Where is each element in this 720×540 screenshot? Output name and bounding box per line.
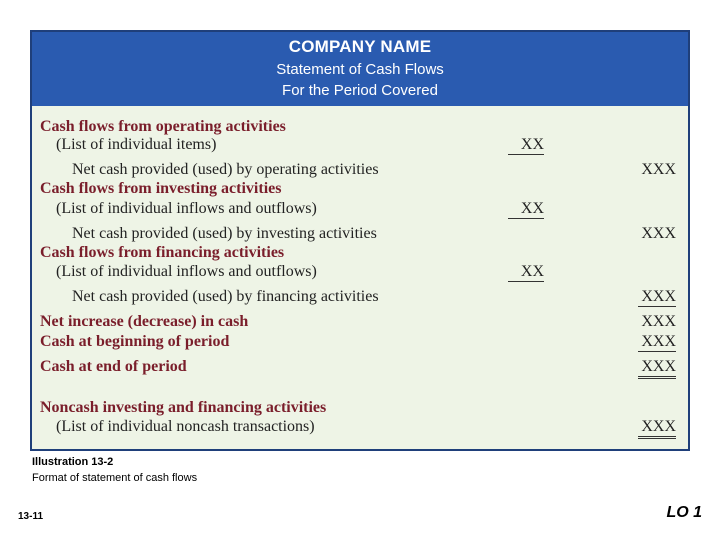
row-amount-outer: XXX	[641, 225, 676, 242]
row-investing-items	[32, 200, 688, 220]
row-amount-inner: XX	[508, 200, 544, 219]
cash-flow-statement	[30, 30, 690, 451]
row-label: (List of individual noncash transactions)	[56, 418, 315, 435]
row-noncash-items	[32, 418, 688, 438]
row-cash-end	[32, 358, 688, 378]
learning-objective-label: LO 1	[666, 504, 702, 521]
row-label: (List of individual inflows and outflows)	[56, 200, 317, 217]
row-label: Cash at beginning of period	[40, 333, 230, 350]
illustration-number: Illustration 13-2	[32, 456, 114, 468]
statement-title: Statement of Cash Flows	[276, 61, 444, 78]
row-investing-net	[32, 225, 688, 245]
company-name: COMPANY NAME	[288, 37, 432, 56]
row-amount-outer: XXX	[638, 418, 676, 439]
row-operating-items	[32, 136, 688, 156]
row-investing-heading	[32, 180, 688, 200]
row-amount-outer: XXX	[638, 333, 676, 352]
row-noncash-heading	[32, 399, 688, 419]
row-label: (List of individual inflows and outflows)	[56, 263, 317, 280]
row-net-increase	[32, 313, 688, 333]
row-amount-outer: XXX	[641, 313, 676, 330]
row-amount-inner: XX	[508, 136, 544, 155]
row-label: (List of individual items)	[56, 136, 217, 153]
row-cash-beginning	[32, 333, 688, 353]
row-label: Cash flows from operating activities	[40, 118, 286, 135]
row-financing-net	[32, 288, 688, 308]
row-label: Net increase (decrease) in cash	[40, 313, 249, 330]
statement-header	[32, 32, 688, 106]
row-financing-heading	[32, 244, 688, 264]
statement-period: For the Period Covered	[282, 82, 438, 99]
row-label: Cash flows from financing activities	[40, 244, 285, 261]
row-operating-heading	[32, 118, 688, 138]
row-label: Net cash provided (used) by financing activities	[72, 288, 379, 305]
illustration-description: Format of statement of cash flows	[32, 472, 198, 484]
row-operating-net	[32, 161, 688, 181]
row-amount-outer: XXX	[638, 358, 676, 379]
row-label: Net cash provided (used) by operating activities	[72, 161, 379, 178]
row-amount-outer: XXX	[638, 288, 676, 307]
slide-number: 13-11	[18, 511, 44, 522]
row-amount-outer: XXX	[641, 161, 676, 178]
row-label: Noncash investing and financing activities	[40, 399, 327, 416]
row-label: Cash at end of period	[40, 358, 187, 375]
row-amount-inner: XX	[508, 263, 544, 282]
row-label: Cash flows from investing activities	[40, 180, 282, 197]
row-financing-items	[32, 263, 688, 283]
row-label: Net cash provided (used) by investing activities	[72, 225, 377, 242]
